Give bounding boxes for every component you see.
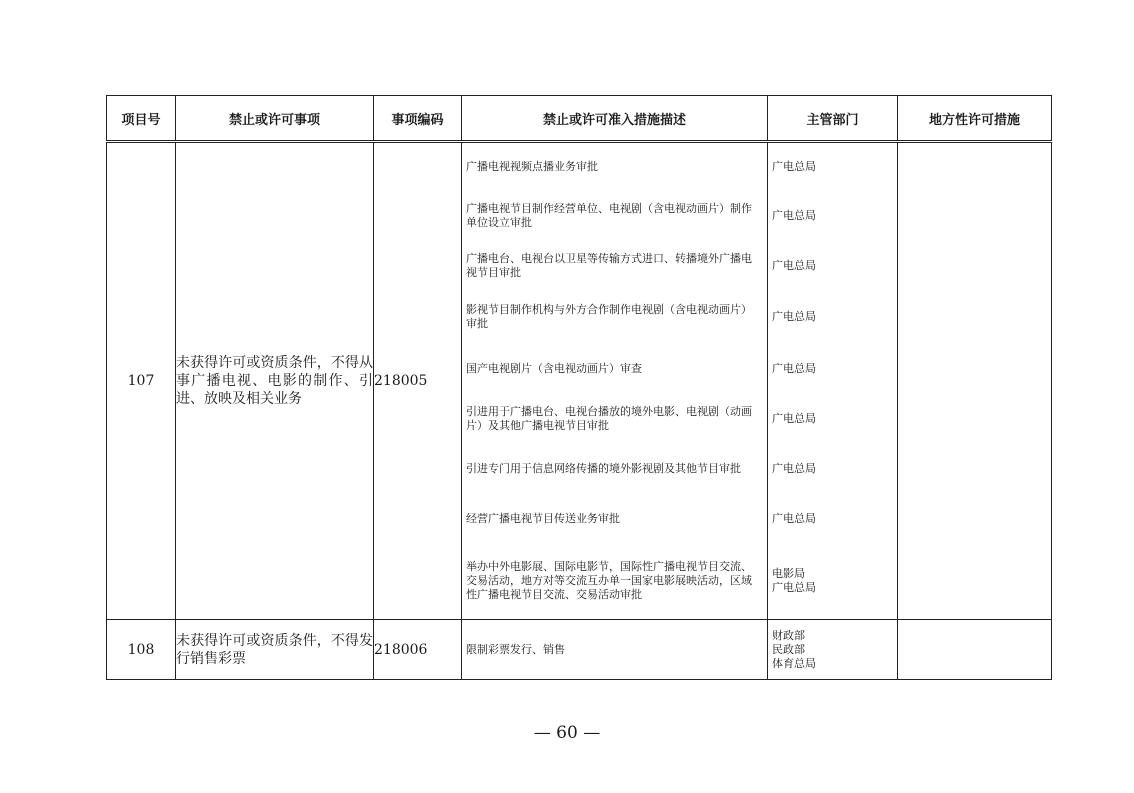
measure-description: 国产电视剧片（含电视动画片）审查 xyxy=(466,362,642,375)
header-project-no: 项目号 xyxy=(107,96,176,142)
department: 广电总局 xyxy=(772,259,816,272)
item-code: 218005 xyxy=(374,142,462,620)
department-cell xyxy=(768,142,898,620)
project-number: 107 xyxy=(107,142,176,620)
permit-table xyxy=(106,95,1052,680)
measure-description: 经营广播电视节目传送业务审批 xyxy=(466,512,620,525)
department: 财政部 民政部 体育总局 xyxy=(772,628,816,670)
measure-description: 限制彩票发行、销售 xyxy=(466,642,565,656)
header-description: 禁止或许可准入措施描述 xyxy=(462,96,768,142)
table-header-row xyxy=(107,96,1052,142)
measure-description: 影视节目制作机构与外方合作制作电视剧（含电视动画片）审批 xyxy=(466,303,752,330)
item-text: 未获得许可或资质条件，不得从事广播电视、电影的制作、引进、放映及相关业务 xyxy=(176,142,374,620)
header-department: 主管部门 xyxy=(768,96,898,142)
table-row xyxy=(107,142,1052,620)
header-item: 禁止或许可事项 xyxy=(176,96,374,142)
department: 广电总局 xyxy=(772,209,816,222)
measure-description: 广播电视视频点播业务审批 xyxy=(466,160,598,173)
header-local-measures: 地方性许可措施 xyxy=(898,96,1052,142)
department: 广电总局 xyxy=(772,462,816,475)
measure-description: 引进用于广播电台、电视台播放的境外电影、电视剧（动画片）及其他广播电视节目审批 xyxy=(466,405,752,432)
department-cell xyxy=(768,620,898,680)
department: 广电总局 xyxy=(772,412,816,425)
department: 广电总局 xyxy=(772,160,816,173)
measure-description: 广播电台、电视台以卫星等传输方式进口、转播境外广播电视节目审批 xyxy=(466,252,752,279)
measure-description: 举办中外电影展、国际电影节，国际性广播电视节目交流、交易活动，地方对等交流互办单一国家电影展映活动，区域性广播电视节目交流、交易活动审批 xyxy=(466,560,752,601)
local-measures-cell xyxy=(898,620,1052,680)
item-code: 218006 xyxy=(374,620,462,680)
table-row xyxy=(107,620,1052,680)
header-code: 事项编码 xyxy=(374,96,462,142)
department: 广电总局 xyxy=(772,512,816,525)
department: 广电总局 xyxy=(772,362,816,375)
project-number: 108 xyxy=(107,620,176,680)
department: 广电总局 xyxy=(772,310,816,323)
measure-description: 广播电视节目制作经营单位、电视剧（含电视动画片）制作单位设立审批 xyxy=(466,202,752,229)
measure-description: 引进专门用于信息网络传播的境外影视剧及其他节目审批 xyxy=(466,462,741,475)
department: 电影局 广电总局 xyxy=(772,567,816,594)
measure-description-cell xyxy=(462,142,768,620)
local-measures-cell xyxy=(898,142,1052,620)
item-text: 未获得许可或资质条件，不得发行销售彩票 xyxy=(176,620,374,680)
measure-description-cell xyxy=(462,620,768,680)
page-number: — 60 — xyxy=(533,723,601,743)
